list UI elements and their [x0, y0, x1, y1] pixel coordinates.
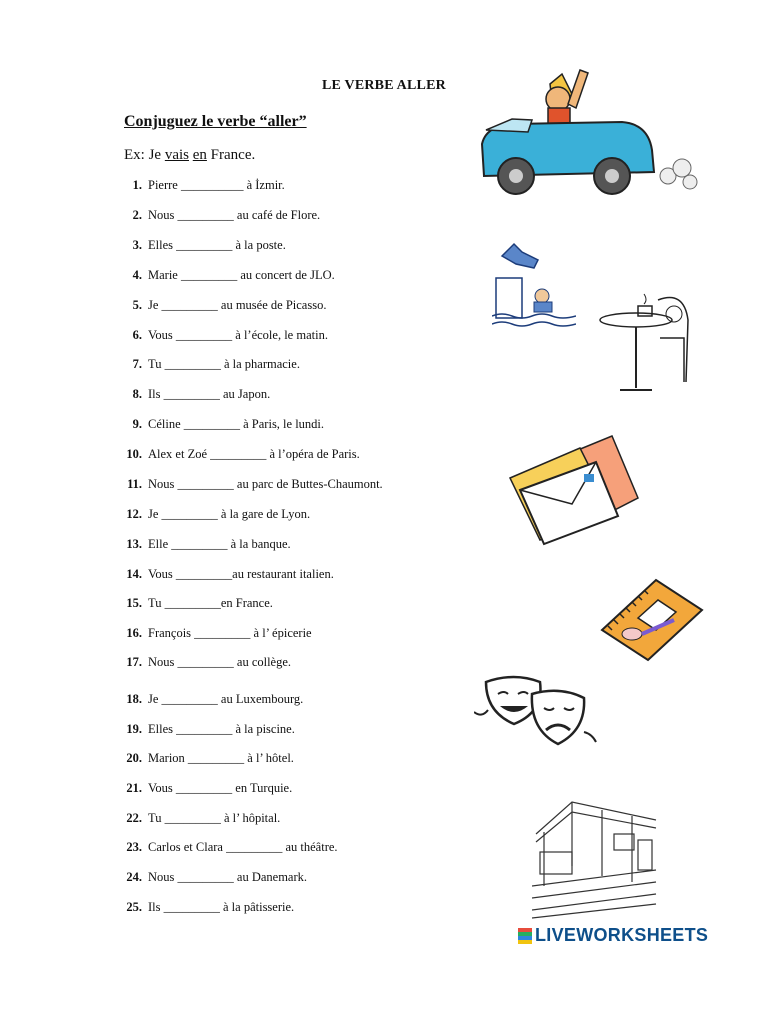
- exercise-number: 3.: [132, 238, 142, 252]
- exercise-sentence: Nous _________ au parc de Buttes-Chaumont.: [148, 477, 383, 491]
- worksheet-instruction: Conjuguez le verbe “aller”: [124, 113, 307, 130]
- exercise-number: 6.: [132, 328, 142, 342]
- liveworksheets-mark-icon: [518, 928, 532, 944]
- exercise-sentence: Alex et Zoé _________ à l’opéra de Paris.: [148, 447, 360, 461]
- exercise-item: [124, 900, 454, 915]
- example-verb: vais: [164, 147, 189, 163]
- exercise-sentence: Nous _________ au collège.: [148, 655, 292, 669]
- exercise-item: [124, 477, 454, 492]
- exercise-sentence: Je _________ au musée de Picasso.: [148, 298, 327, 312]
- exercise-sentence: François _________ à l’ épicerie: [148, 626, 312, 640]
- worksheet-title: LE VERBE ALLER: [322, 78, 446, 93]
- exercise-item: [124, 537, 454, 552]
- exercise-item: [124, 840, 454, 855]
- exercise-item: [124, 298, 454, 313]
- exercise-item: [124, 507, 454, 522]
- exercise-number: 17.: [126, 655, 142, 669]
- exercise-number: 12.: [126, 507, 142, 521]
- exercise-item: [124, 655, 454, 670]
- exercise-item: [124, 238, 454, 253]
- exercise-number: 9.: [132, 417, 142, 431]
- exercise-sentence: Marion _________ à l’ hôtel.: [148, 751, 294, 765]
- exercise-item: [124, 208, 454, 223]
- example-rest: France.: [206, 147, 256, 163]
- exercise-number: 13.: [126, 537, 142, 551]
- exercise-item: [124, 722, 454, 737]
- car-with-driver-icon: [472, 64, 700, 206]
- exercise-number: 25.: [126, 900, 142, 914]
- train-station-icon: [532, 794, 658, 920]
- exercise-sentence: Vous _________ à l’école, le matin.: [148, 328, 328, 342]
- exercise-number: 2.: [132, 208, 142, 222]
- liveworksheets-logo: [518, 925, 708, 946]
- exercise-item: [124, 268, 454, 283]
- exercise-number: 5.: [132, 298, 142, 312]
- exercise-sentence: Tu _________ à la pharmacie.: [148, 357, 300, 371]
- exercise-sentence: Ils _________ au Japon.: [148, 387, 271, 401]
- exercise-sentence: Elles _________ à la piscine.: [148, 722, 295, 736]
- example-prefix: Ex: Je: [124, 147, 165, 163]
- exercise-sentence: Vous _________ en Turquie.: [148, 781, 293, 795]
- exercise-number: 1.: [132, 178, 142, 192]
- exercise-item: [124, 692, 454, 707]
- exercise-item: [124, 781, 454, 796]
- exercise-sentence: Ils _________ à la pâtisserie.: [148, 900, 295, 914]
- exercise-number: 8.: [132, 387, 142, 401]
- exercise-item: [124, 596, 454, 611]
- exercise-item: [124, 178, 454, 193]
- worksheet-example: [124, 147, 255, 164]
- exercise-number: 21.: [126, 781, 142, 795]
- exercise-item: [124, 357, 454, 372]
- exercise-item: [124, 447, 454, 462]
- exercise-number: 18.: [126, 692, 142, 706]
- exercise-number: 22.: [126, 811, 142, 825]
- exercise-sentence: Elle _________ à la banque.: [148, 537, 291, 551]
- exercise-sentence: Je _________ à la gare de Lyon.: [148, 507, 311, 521]
- exercise-sentence: Céline _________ à Paris, le lundi.: [148, 417, 325, 431]
- exercise-sentence: Carlos et Clara _________ au théâtre.: [148, 840, 338, 854]
- envelopes-icon: [500, 428, 640, 552]
- exercise-sentence: Tu _________en France.: [148, 596, 273, 610]
- exercise-number: 4.: [132, 268, 142, 282]
- exercise-number: 11.: [127, 477, 142, 491]
- example-prep: en: [192, 147, 207, 163]
- exercise-item: [124, 567, 454, 582]
- exercise-item: [124, 626, 454, 641]
- logo-stripe: [518, 940, 532, 944]
- exercise-number: 14.: [126, 567, 142, 581]
- exercise-item: [124, 328, 454, 343]
- exercise-sentence: Nous _________ au Danemark.: [148, 870, 307, 884]
- exercise-number: 19.: [126, 722, 142, 736]
- exercise-sentence: Marie _________ au concert de JLO.: [148, 268, 335, 282]
- exercise-sentence: Pierre __________ à İzmir.: [148, 178, 285, 192]
- exercise-item: [124, 811, 454, 826]
- exercise-number: 10.: [126, 447, 142, 461]
- swimmer-icon: [492, 238, 576, 330]
- exercise-item: [124, 870, 454, 885]
- notebook-icon: [596, 578, 706, 662]
- exercise-sentence: Vous _________au restaurant italien.: [148, 567, 334, 581]
- exercise-item: [124, 387, 454, 402]
- exercise-sentence: Tu _________ à l’ hôpital.: [148, 811, 281, 825]
- exercise-number: 15.: [126, 596, 142, 610]
- exercise-item: [124, 751, 454, 766]
- exercise-number: 23.: [126, 840, 142, 854]
- exercise-sentence: Elles _________ à la poste.: [148, 238, 286, 252]
- exercise-sentence: Je _________ au Luxembourg.: [148, 692, 304, 706]
- exercise-number: 20.: [126, 751, 142, 765]
- cafe-table-icon: [598, 290, 694, 394]
- theater-masks-icon: [474, 672, 600, 752]
- exercise-number: 24.: [126, 870, 142, 884]
- exercise-number: 7.: [132, 357, 142, 371]
- liveworksheets-wordmark: LIVEWORKSHEETS: [535, 925, 709, 945]
- exercise-number: 16.: [126, 626, 142, 640]
- exercise-sentence: Nous _________ au café de Flore.: [148, 208, 321, 222]
- exercise-item: [124, 417, 454, 432]
